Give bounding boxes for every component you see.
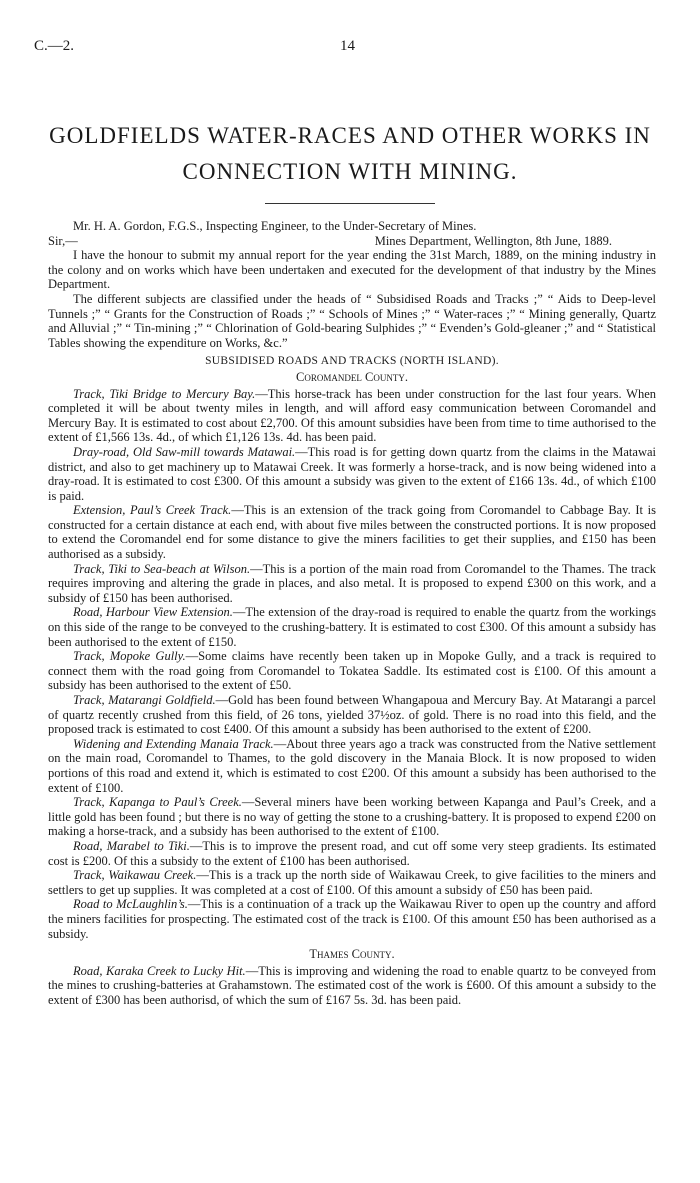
item-title: Road to McLaughlin’s. [73, 897, 188, 912]
paragraph-karaka-creek [48, 964, 656, 1008]
item-title: Track, Tiki Bridge to Mercury Bay. [73, 386, 256, 401]
paragraph-tiki-mercury-bay [48, 387, 656, 445]
paragraph-harbour-view [48, 605, 656, 649]
item-text: —About three years ago a track was constructed from the Native settlement on the main road, Coromandel to Thames, to the gold discovery in the Manaia Block. It is now proposed to widen portions of this road and extend it, which is estimated to cost £200. Of this amount a subsidy has been authorised to the extent of £100. [48, 736, 656, 795]
item-text: —Gold has been found between Whangapoua and Mercury Bay. At Matarangi a parcel of quartz recently crushed from this field, of 26 tons, yielded 37½oz. of gold. There is no road into this field, and the proposed track is estimated to cost £400. Of this amount a subsidy has been authorised to the extent of £200. [48, 693, 656, 737]
dateline: Mines Department, Wellington, 8th June, 1889. [374, 233, 612, 248]
paragraph-matarangi [48, 693, 656, 737]
item-text: —This is a track up the north side of Waikawau Creek, to give facilities to the miners and settlers to get up supplies. It was completed at a cost of £100. Of this amount a subsidy of £50 has been paid. [48, 868, 656, 897]
page-number: 14 [340, 38, 355, 54]
item-title: Track, Kapanga to Paul’s Creek. [73, 795, 242, 810]
paragraph-kapanga [48, 795, 656, 839]
paragraph-pauls-creek-extension [48, 503, 656, 561]
address-line: Mr. H. A. Gordon, F.G.S., Inspecting Engineer, to the Under-Secretary of Mines. [73, 219, 477, 233]
item-text: —This is an extension of the track going from Coromandel to Cabbage Bay. It is constructed for a certain distance at each end, with about five miles between the constructed portions. It is now proposed to extend the Coromandel end for some distance to give the miners facilities to get their supplies, and £150 has been authorised as a subsidy. [48, 503, 656, 562]
title-divider [265, 203, 435, 204]
report-body [48, 219, 656, 1007]
paragraph-dray-road-matawai [48, 445, 656, 503]
item-text: —This is a continuation of a track up the Waikawau River to open up the country and afford the miners facilities for prospecting. The estimated cost of the track is £100. Of this amount £50 has been authorised as a subsidy. [48, 897, 656, 941]
item-text: —Several miners have been working between Kapanga and Paul’s Creek, and a little gold has been found ; but there is no way of getting the stone to a crushing-battery. It is proposed to expend £200 on making a horse-track, and a subsidy has been authorised to the extent of £100. [48, 795, 656, 839]
salutation: Sir,— [48, 233, 78, 248]
item-text: —This road is for getting down quartz from the claims in the Matawai district, and also to get machinery up to Matawai Creek. It was formerly a horse-track, and is now being widened into a dray-road. It is estimated to cost £300. Of this amount a subsidy was given to the extent of £166 13s. 4d., of which £100 is paid. [48, 444, 656, 503]
document-code: C.—2. [34, 38, 75, 54]
paragraph-waikawau-creek [48, 868, 656, 897]
thames-county-heading: Thames County. [309, 947, 395, 962]
item-title: Road, Marabel to Tiki. [73, 838, 190, 853]
item-title: Track, Matarangi Goldfield. [73, 693, 216, 707]
intro-paragraph-2: The different subjects are classified under the heads of “ Subsidised Roads and Tracks ;” “ Aids to Deep-level Tunnels ;” “ Grants for the Construction of Roads ;” “ Schools of Mines ;” “ Water-races ;” “ Mining generally, Quartz and Alluvial ;” “ Tin-mining ;” “ Chlorination of Gold-bearing Sulphides ;” “ Evenden’s Gold-gleaner ;” and “ Statistical Tables showing the expenditure on Works, &c.” [48, 291, 656, 350]
item-title: Track, Mopoke Gully. [73, 649, 186, 664]
paragraph-tiki-wilson [48, 562, 656, 606]
item-title: Road, Harbour View Extension. [73, 605, 233, 620]
paragraph-manaia-track [48, 737, 656, 795]
item-text: —This is to improve the present road, and cut off some very steep gradients. Its estimated cost is £200. Of this a subsidy to the extent of £100 has been authorised. [48, 838, 657, 868]
item-text: —Some claims have recently been taken up in Mopoke Gully, and a track is required to connect them with the road going from Coromandel to Tokatea Saddle. Its estimated cost is £100. Of this amount a subsidy has been authorised to the extent of £50. [48, 649, 656, 693]
item-text: —The extension of the dray-road is required to enable the quartz from the workings on this side of the range to be conveyed to the crushing-battery. It is estimated to cost £300. Of this amount a subsidy has been authorised to the extent of £150. [48, 605, 657, 649]
item-title: Road, Karaka Creek to Lucky Hit. [73, 963, 246, 978]
item-title: Track, Tiki to Sea-beach at Wilson. [73, 561, 251, 576]
paragraph-marabel-tiki [48, 839, 656, 868]
page-title-line-1: GOLDFIELDS WATER-RACES AND OTHER WORKS IN [49, 123, 651, 148]
paragraph-mclaughlins [48, 897, 656, 941]
item-title: Widening and Extending Manaia Track. [73, 736, 274, 751]
section-heading: SUBSIDISED ROADS AND TRACKS (NORTH ISLAND). [205, 355, 499, 368]
paragraph-mopoke-gully [48, 649, 656, 693]
item-title: Extension, Paul’s Creek Track. [73, 503, 232, 518]
item-title: Dray-road, Old Saw-mill towards Matawai. [73, 444, 296, 459]
page-title-line-2: CONNECTION WITH MINING. [182, 159, 518, 184]
item-text: —This is a portion of the main road from Coromandel to the Thames. The track requires improving and altering the grade in places, and also metal. It is proposed to expend £300 on this work, and a subsidy of £150 has been authorised. [48, 561, 656, 605]
item-text: —This is improving and widening the road to enable quartz to be conveyed from the mines to crushing-batteries at Grahamstown. The estimated cost of the work is £600. Of this amount a subsidy to the extent of £300 has been authorisd, of which the sum of £167 5s. 3d. has been paid. [48, 963, 656, 1007]
intro-paragraph-1: I have the honour to submit my annual report for the year ending the 31st March, 1889, on the mining industry in the colony and on works which have been undertaken and executed for the development of that industry by the Mines Department. [48, 248, 656, 292]
salutation-row [48, 234, 656, 249]
item-title: Track, Waikawau Creek. [73, 868, 197, 883]
coromandel-county-heading: Coromandel County. [296, 369, 408, 384]
item-text: —This horse-track has been under construction for the last four years. When completed it will be about twenty miles in length, and will afford easy communication between Coromandel and Mercury Bay. It is estimated to cost about £2,700. Of this amount subsidies have been from time to time authorised to the extent of £1,566 13s. 4d., of which £1,126 13s. 4d. has been paid. [48, 386, 656, 445]
